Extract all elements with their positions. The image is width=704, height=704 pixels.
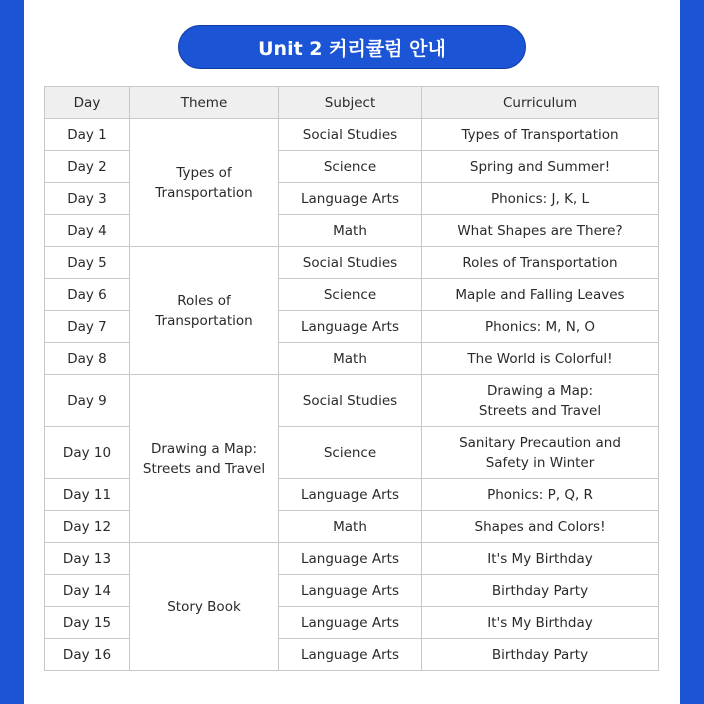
subject-cell: Math	[279, 511, 422, 543]
day-cell: Day 13	[45, 543, 130, 575]
day-cell: Day 5	[45, 247, 130, 279]
subject-cell: Language Arts	[279, 543, 422, 575]
day-cell: Day 9	[45, 375, 130, 427]
table-row	[45, 247, 659, 279]
subject-cell: Social Studies	[279, 119, 422, 151]
theme-cell: Drawing a Map: Streets and Travel	[130, 375, 279, 543]
header-theme: Theme	[130, 87, 279, 119]
subject-cell: Science	[279, 279, 422, 311]
curriculum-cell: Birthday Party	[422, 575, 659, 607]
subject-cell: Social Studies	[279, 247, 422, 279]
curriculum-cell: Maple and Falling Leaves	[422, 279, 659, 311]
day-cell: Day 3	[45, 183, 130, 215]
curriculum-cell: Birthday Party	[422, 639, 659, 671]
table-row	[45, 375, 659, 427]
table-header-row	[45, 87, 659, 119]
curriculum-cell: Roles of Transportation	[422, 247, 659, 279]
curriculum-cell: Spring and Summer!	[422, 151, 659, 183]
page-title: Unit 2 커리큘럼 안내	[178, 25, 526, 69]
curriculum-cell: Phonics: J, K, L	[422, 183, 659, 215]
day-cell: Day 14	[45, 575, 130, 607]
subject-cell: Social Studies	[279, 375, 422, 427]
curriculum-cell: Phonics: P, Q, R	[422, 479, 659, 511]
subject-cell: Language Arts	[279, 575, 422, 607]
day-cell: Day 1	[45, 119, 130, 151]
left-accent-bar	[0, 0, 24, 704]
subject-cell: Math	[279, 343, 422, 375]
curriculum-cell: Sanitary Precaution and Safety in Winter	[422, 427, 659, 479]
subject-cell: Science	[279, 427, 422, 479]
curriculum-cell: Drawing a Map: Streets and Travel	[422, 375, 659, 427]
day-cell: Day 4	[45, 215, 130, 247]
header-day: Day	[45, 87, 130, 119]
day-cell: Day 10	[45, 427, 130, 479]
header-subject: Subject	[279, 87, 422, 119]
theme-cell: Story Book	[130, 543, 279, 671]
subject-cell: Language Arts	[279, 607, 422, 639]
day-cell: Day 15	[45, 607, 130, 639]
subject-cell: Language Arts	[279, 639, 422, 671]
curriculum-cell: Types of Transportation	[422, 119, 659, 151]
header-curriculum: Curriculum	[422, 87, 659, 119]
theme-cell: Types of Transportation	[130, 119, 279, 247]
subject-cell: Language Arts	[279, 479, 422, 511]
subject-cell: Math	[279, 215, 422, 247]
day-cell: Day 7	[45, 311, 130, 343]
curriculum-cell: The World is Colorful!	[422, 343, 659, 375]
right-accent-bar	[680, 0, 704, 704]
table-row	[45, 119, 659, 151]
curriculum-cell: What Shapes are There?	[422, 215, 659, 247]
day-cell: Day 11	[45, 479, 130, 511]
curriculum-cell: Phonics: M, N, O	[422, 311, 659, 343]
day-cell: Day 2	[45, 151, 130, 183]
day-cell: Day 12	[45, 511, 130, 543]
curriculum-cell: It's My Birthday	[422, 543, 659, 575]
curriculum-table	[44, 86, 659, 671]
day-cell: Day 8	[45, 343, 130, 375]
day-cell: Day 6	[45, 279, 130, 311]
subject-cell: Science	[279, 151, 422, 183]
curriculum-cell: It's My Birthday	[422, 607, 659, 639]
subject-cell: Language Arts	[279, 183, 422, 215]
curriculum-cell: Shapes and Colors!	[422, 511, 659, 543]
theme-cell: Roles of Transportation	[130, 247, 279, 375]
subject-cell: Language Arts	[279, 311, 422, 343]
table-row	[45, 543, 659, 575]
day-cell: Day 16	[45, 639, 130, 671]
